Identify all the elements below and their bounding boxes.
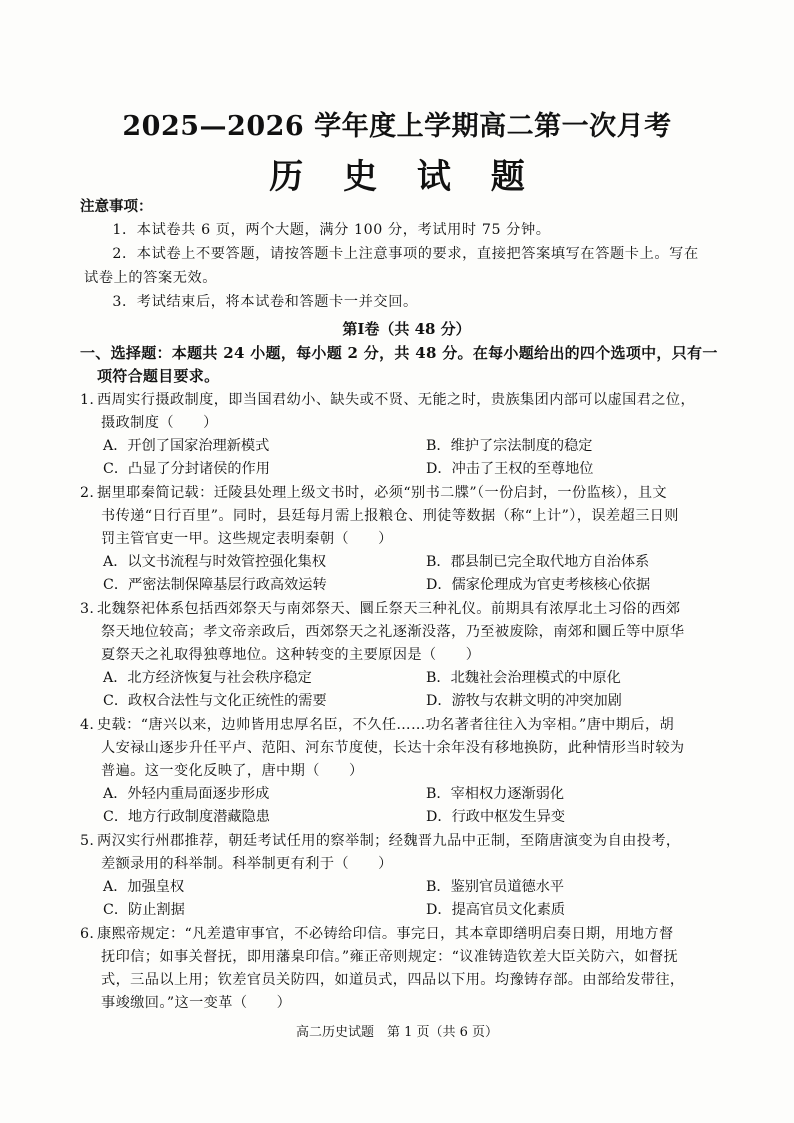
stem-line: 普遍。这一变化反映了，唐中期（ ） [101,763,364,779]
stem-line: 夏祭天之礼取得独尊地位。这种转变的主要原因是（ ） [101,647,481,663]
option-list [84,876,729,922]
stem-line: 康熙帝规定：“凡差遣审事官，不必铸给印信。事完日，其本章即缮明启奏日期，用地方督 [97,926,674,942]
option-b: B．郡县制已完全取代地方自治体系 [426,554,650,570]
notice-heading: 注意事项： [80,198,153,215]
stem-line: 罚主管官吏一甲。这些规定表明秦朝（ ） [101,531,393,547]
stem-line: 式，三品以上用；钦差官员关防四，如道员式，四品以下用。均豫铸存部。由部给发带往， [101,972,685,988]
stem-line: 书传递“日行百里”。同时，县廷每月需上报粮仓、刑徒等数据（称“上计”），误差超三日则 [101,508,679,524]
subject-title: 历 史 试 题 [269,157,539,197]
option-c: C．凸显了分封诸侯的作用 [103,461,270,477]
option-c: C．严密法制保障基层行政高效运转 [103,577,327,593]
option-a: A．北方经济恢复与社会秩序稳定 [103,670,312,686]
question-stem [80,598,729,667]
page-footer: 高二历史试题 第 1 页（共 6 页） [295,1025,499,1040]
question-4 [80,714,729,829]
option-c: C．地方行政制度潜藏隐患 [103,809,270,825]
option-a: A．外轻内重局面逐步形成 [103,786,270,802]
exam-body [80,196,729,1015]
question-number: 5. [80,833,95,849]
stem-line: 史载：“唐兴以来，边帅皆用忠厚名臣，不久任……功名著者往往入为宰相。”唐中期后，胡 [97,717,675,733]
question-6 [80,923,729,1015]
notice-item-continued: 试卷上的答案无效。 [84,270,218,286]
question-number: 3. [80,601,95,617]
question-1 [80,389,729,481]
stem-line: 差额录用的科举制。科举制更有利于（ ） [101,856,393,872]
question-3 [80,598,729,713]
question-stem [80,389,729,435]
question-number: 6. [80,926,95,942]
question-2 [80,482,729,597]
option-c: C．防止割据 [103,902,185,918]
notice-list [84,218,729,314]
option-b: B．鉴别官员道德水平 [426,879,565,895]
stem-line: 北魏祭祀体系包括西郊祭天与南郊祭天、圜丘祭天三种礼仪。前期具有浓厚北土习俗的西郊 [97,601,681,617]
question-number: 4. [80,717,95,733]
option-d: D．儒家伦理成为官吏考核核心依据 [426,577,651,593]
notice-item: 1．本试卷共 6 页，两个大题，满分 100 分，考试用时 75 分钟。 [112,222,551,238]
option-list [84,551,729,597]
option-d: D．提高官员文化素质 [426,902,566,918]
stem-line: 西周实行摄政制度，即当国君幼小、缺失或不贤、无能之时，贵族集团内部可以虚国君之位， [97,392,696,408]
option-b: B．宰相权力逐渐弱化 [426,786,565,802]
option-d: D．游牧与农耕文明的冲突加剧 [426,693,622,709]
question-5 [80,830,729,922]
question-stem [80,830,729,876]
option-list [84,783,729,829]
question-stem [80,923,729,1015]
stem-line: 摄政制度（ ） [101,415,218,431]
question-number: 1. [80,392,95,408]
volume-heading: 第Ⅰ卷（共 48 分） [342,320,471,338]
section-heading [80,342,729,388]
option-a: A．开创了国家治理新模式 [103,438,270,454]
stem-line: 祭天地位较高；孝文帝亲政后，西郊祭天之礼逐渐没落，乃至被废除，南郊和圜丘等中原华 [101,624,685,640]
section-heading-line: 项符合题目要求。 [97,367,220,385]
option-list [84,667,729,713]
option-a: A．加强皇权 [103,879,185,895]
option-d: D．冲击了王权的至尊地位 [426,461,594,477]
notice-item: 2．本试卷上不要答题，请按答题卡上注意事项的要求，直接把答案填写在答题卡上。写在 [112,246,699,262]
stem-line: 据里耶秦简记载：迁陵县处理上级文书时，必须“别书二牒”（一份启封，一份监核），且文 [97,485,668,501]
option-c: C．政权合法性与文化正统性的需要 [103,693,327,709]
question-stem [80,714,729,783]
section-heading-line: 一、选择题：本题共 24 小题，每小题 2 分，共 48 分。在每小题给出的四个选项中，只有一 [80,344,718,362]
option-b: B．北魏社会治理模式的中原化 [426,670,621,686]
stem-line: 事竣缴回。”这一变革（ ） [101,995,292,1011]
option-list [84,435,729,481]
stem-line: 抚印信；如事关督抚，即用藩臬印信。”雍正帝则规定：“议准铸造钦差大臣关防六，如督抚 [101,949,679,965]
exam-title: 2025—2026 学年度上学期高二第一次月考 [122,111,672,142]
notice-item: 3．考试结束后，将本试卷和答题卡一并交回。 [112,294,418,310]
stem-line: 两汉实行州郡推荐，朝廷考试任用的察举制；经魏晋九品中正制，至隋唐演变为自由投考， [97,833,681,849]
question-number: 2. [80,485,95,501]
option-a: A．以文书流程与时效管控强化集权 [103,554,327,570]
question-stem [80,482,729,551]
option-d: D．行政中枢发生异变 [426,809,566,825]
option-b: B．维护了宗法制度的稳定 [426,438,593,454]
stem-line: 人安禄山逐步升任平卢、范阳、河东节度使，长达十余年没有移地换防，此种情形当时较为 [101,740,685,756]
